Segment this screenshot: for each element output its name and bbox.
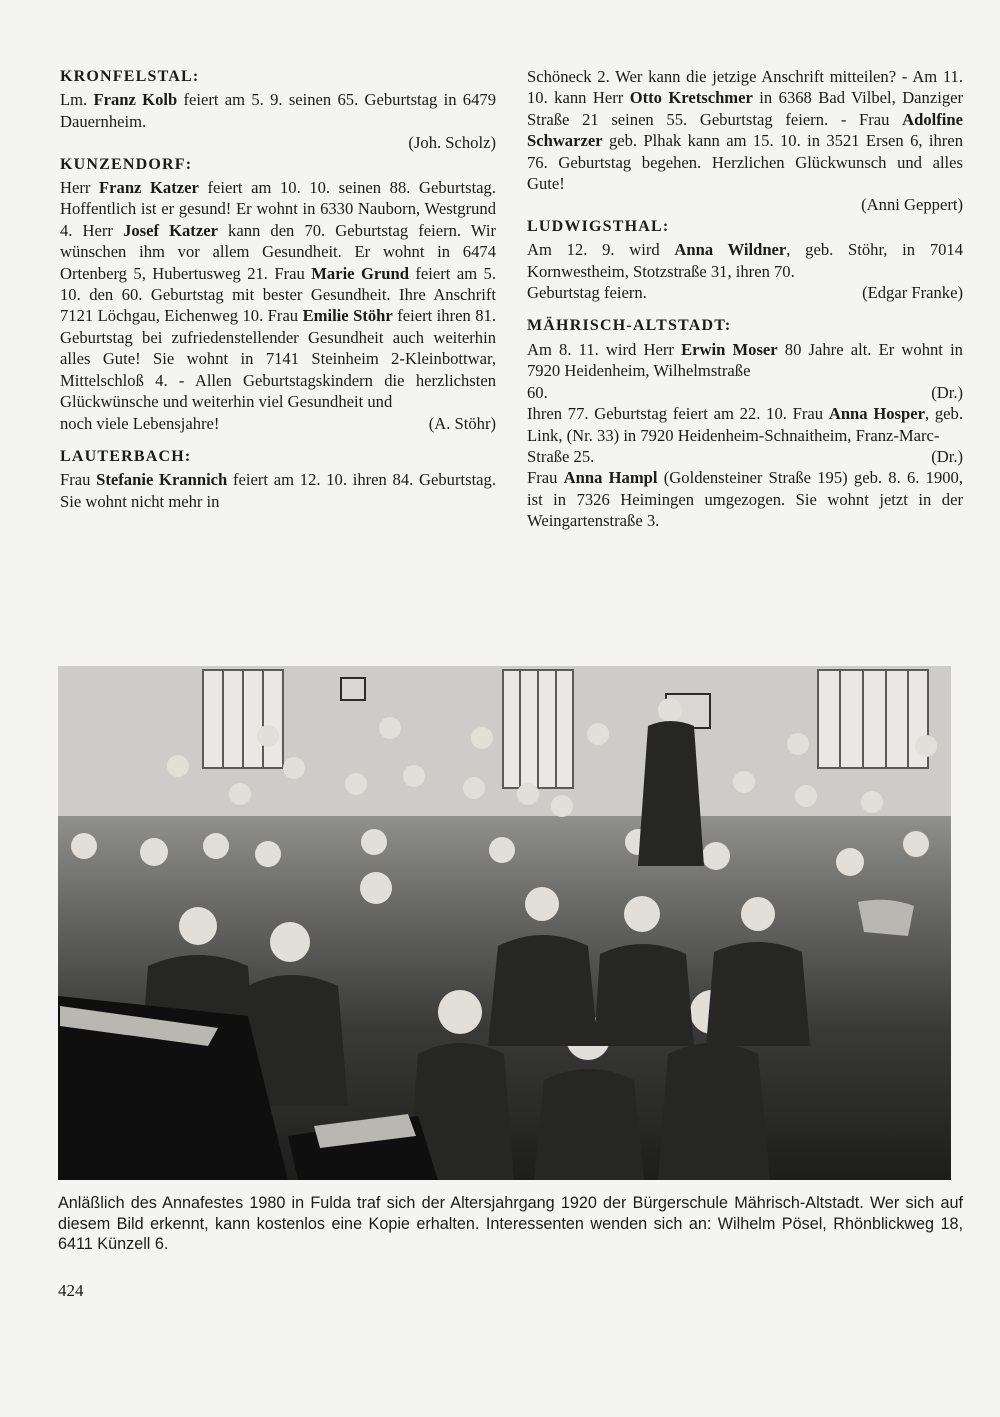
person-name: Adolfine Schwarzer xyxy=(527,109,963,151)
paragraph-maehrisch-3 xyxy=(527,467,963,531)
signature: (Dr.) xyxy=(931,446,963,466)
text-run: (Goldensteiner Straße 195) geb. 8. 6. 1900, ist in 7326 Heimingen umgezogen. Sie wohnt jetzt in der Weingartenstraße 3. xyxy=(527,468,963,531)
text-run: , geb. Link, (Nr. 33) in 7920 Heidenheim-Schnaitheim, Franz-Marc- xyxy=(527,404,963,445)
text-run: feiert am 5. 9. seinen 65. Geburtstag in 6479 Dauernheim. xyxy=(60,90,496,131)
signature-kunzendorf: (A. Stöhr) xyxy=(428,413,496,433)
text-run: feiert am 10. 10. seinen 88. Geburtstag. Hoffentlich ist er gesund! Er wohnt in 6330 Nauborn, Westgrund 4. Herr xyxy=(60,178,496,240)
text-run: Geburtstag feiern. xyxy=(527,283,647,303)
paragraph-ludwigsthal xyxy=(527,239,963,282)
section-heading-maehrisch-altstadt: MÄHRISCH-ALTSTADT: xyxy=(527,317,732,335)
text-run: Frau xyxy=(60,470,97,490)
person-name: Franz Kolb xyxy=(93,90,178,110)
section-heading-ludwigsthal: LUDWIGSTHAL: xyxy=(527,217,670,235)
class-photo-illustration xyxy=(58,666,951,1180)
text-run: feiert am 12. 10. ihren 84. Geburtstag. Sie wohnt nicht mehr in xyxy=(60,470,496,511)
text-run: Frau xyxy=(527,468,564,488)
text-run: feiert ihren 81. Geburtstag bei zufriedenstellender Gesundheit auch weiterhin alles Gute! Sie wohnt in 7141 Steinheim 2-Kleinbottwar, Mittelschloß 4. - Allen Geburtstagskindern die herzlichsten Glückwünsche und weiterhin viel Gesundheit und xyxy=(60,306,496,412)
paragraph-continued xyxy=(527,66,963,194)
text-run: geb. Plhak kann am 15. 10. in 3521 Ersen 6, ihren 76. Geburtstag begehen. Herzlichen Glückwunsch und alles Gute! xyxy=(527,131,963,194)
text-run: noch viele Lebensjahre! xyxy=(60,413,220,433)
paragraph-kunzendorf xyxy=(60,177,496,412)
person-name: Anna Hampl xyxy=(563,468,658,488)
page-number: 424 xyxy=(58,1281,84,1300)
person-name: Emilie Stöhr xyxy=(302,306,393,326)
text-run: , geb. Stöhr, in 7014 Kornwestheim, Stotzstraße 31, ihren 70. xyxy=(527,240,964,281)
closing-line-kunzendorf xyxy=(60,413,496,434)
text-run: Schöneck 2. Wer kann die jetzige Anschrift mitteilen? - Am 11. 10. kann Herr xyxy=(527,67,963,108)
text-run: Lm. xyxy=(60,90,94,110)
closing-line-maehrisch-1 xyxy=(527,382,963,403)
signature-continued: (Anni Geppert) xyxy=(861,195,963,215)
paragraph-maehrisch-1 xyxy=(527,339,963,382)
person-name: Marie Grund xyxy=(311,263,409,283)
person-name: Otto Kretschmer xyxy=(629,88,753,108)
person-name: Stefanie Krannich xyxy=(96,470,228,490)
text-run: Straße 25. xyxy=(527,446,595,466)
text-run: feiert am 5. 10. den 60. Geburtstag mit bester Gesundheit. Ihre Anschrift 7121 Löchgau, Eichenweg 10. Frau xyxy=(60,263,496,326)
person-name: Anna Wildner xyxy=(674,240,787,260)
signature: (Dr.) xyxy=(931,382,963,402)
paragraph-kronfelstal xyxy=(60,89,496,132)
person-name: Erwin Moser xyxy=(681,339,778,359)
section-heading-kunzendorf: KUNZENDORF: xyxy=(60,155,193,173)
section-heading-kronfelstal: KRONFELSTAL: xyxy=(60,68,200,85)
text-run: Herr xyxy=(60,178,100,198)
text-run: Am 8. 11. wird Herr xyxy=(527,339,682,359)
person-name: Franz Katzer xyxy=(99,178,199,198)
paragraph-maehrisch-2 xyxy=(527,403,963,446)
text-run: 80 Jahre alt. Er wohnt in 7920 Heidenheim, Wilhelmstraße xyxy=(527,339,963,381)
closing-line-maehrisch-2 xyxy=(527,446,963,467)
class-photo xyxy=(58,666,951,1180)
text-run: in 6368 Bad Vilbel, Danziger Straße 21 seinen 55. Geburtstag feiern. - Frau xyxy=(527,88,964,129)
person-name: Josef Katzer xyxy=(123,220,218,240)
text-run: Ihren 77. Geburtstag feiert am 22. 10. Frau xyxy=(527,404,829,424)
person-name: Anna Hosper xyxy=(828,404,925,424)
right-column xyxy=(527,66,963,532)
paragraph-lauterbach xyxy=(60,469,496,512)
text-run: kann den 70. Geburtstag feiern. Wir wünschen ihm vor allem Gesundheit. Er wohnt in 6474 Ortenberg 5, Hubertusweg 21. Frau xyxy=(60,220,496,283)
closing-line-ludwigsthal xyxy=(527,282,963,303)
signature-ludwigsthal: (Edgar Franke) xyxy=(862,283,963,303)
text-run: Am 12. 9. wird xyxy=(527,240,675,260)
photo-caption: Anläßlich des Annafestes 1980 in Fulda traf sich der Altersjahrgang 1920 der Bürgerschule Mährisch-Altstadt. Wer sich auf diesem Bild erkennt, kann kostenlos eine Kopie erhalten. Interessenten wenden sich an: Wilhelm Pösel, Rhönblickweg 18, 6411 Künzell 6. xyxy=(58,1194,963,1254)
signature-kronfelstal: (Joh. Scholz) xyxy=(408,133,496,153)
left-column xyxy=(60,66,496,512)
section-heading-lauterbach: LAUTERBACH: xyxy=(60,447,192,465)
text-run: 60. xyxy=(527,382,548,402)
